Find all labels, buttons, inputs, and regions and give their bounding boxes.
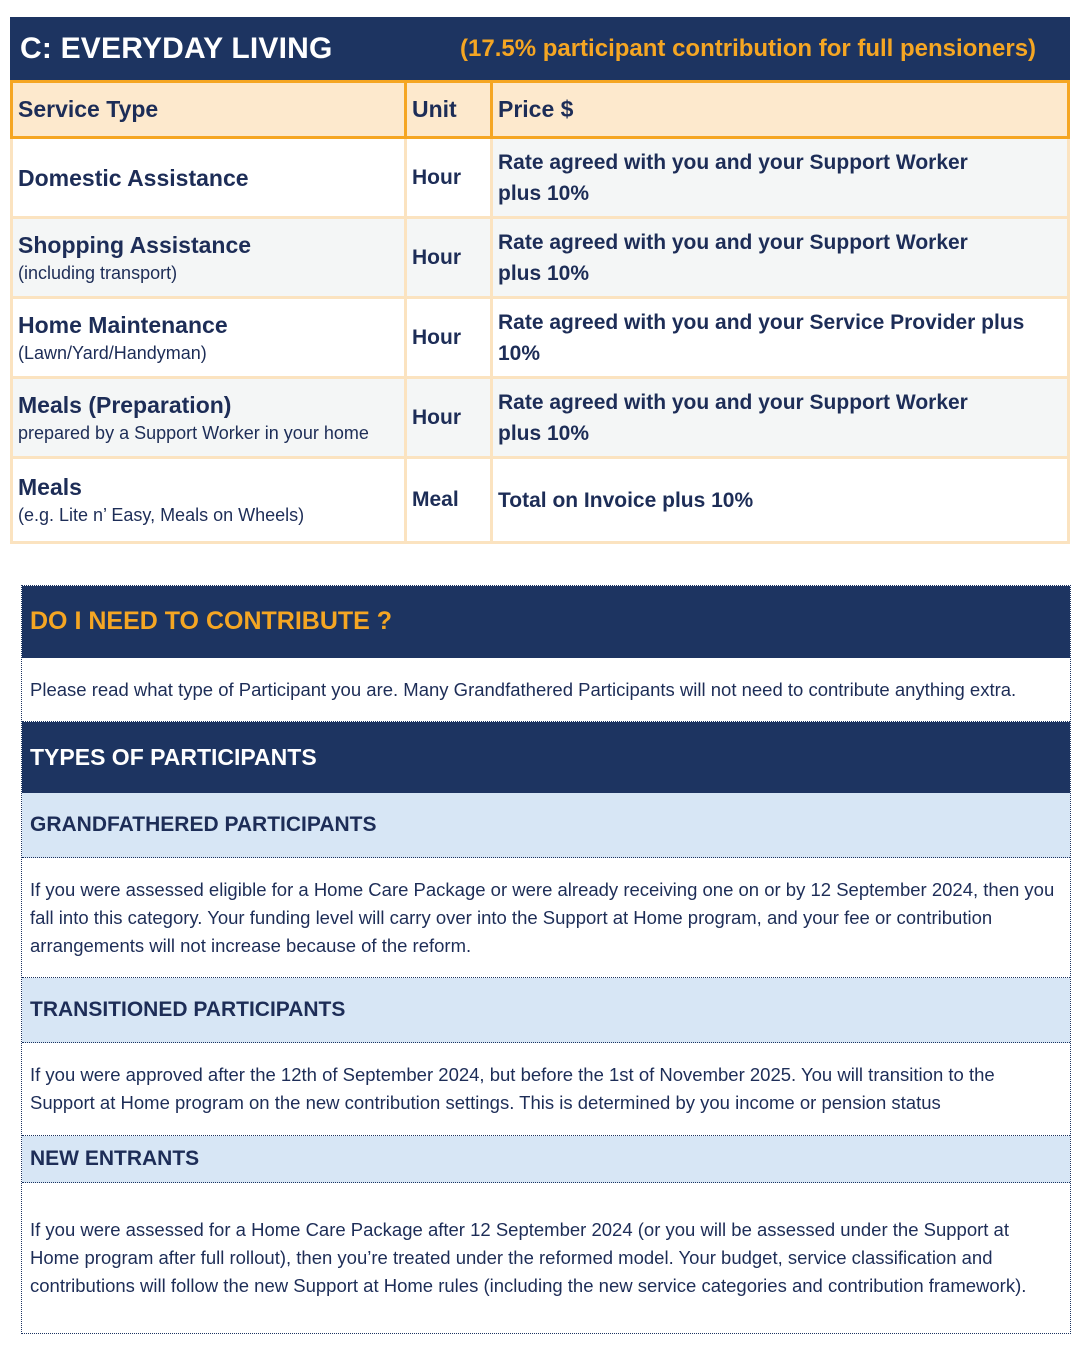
- intro-block: [22, 658, 1070, 722]
- grandfathered-heading-bar: [22, 793, 1070, 858]
- table-row: [10, 139, 1070, 219]
- table-row: [10, 299, 1070, 379]
- transitioned-heading: TRANSITIONED PARTICIPANTS: [30, 998, 346, 1021]
- new-entrants-text: If you were assessed for a Home Care Package after 12 September 2024 (or you will be assessed under the Support at Home program after full rollout), then you’re treated under the reformed model. Your budget, service classification and contributions will follow the new Support at Home rules (including the new service categories and contribution framework).: [30, 1219, 1027, 1296]
- price-value: Total on Invoice plus 10%: [498, 488, 754, 512]
- unit-cell: [407, 219, 493, 299]
- contribution-section: [21, 585, 1071, 1334]
- everyday-living-price-table: [10, 17, 1070, 544]
- unit-value: Hour: [412, 405, 461, 429]
- transitioned-text: If you were approved after the 12th of September 2024, but before the 1st of November 2025. You will transition to the Support at Home program on the new contribution settings. This is determined by you income or pension status: [30, 1064, 995, 1113]
- service-subtitle: (Lawn/Yard/Handyman): [18, 342, 207, 363]
- table-title-bar: [10, 17, 1070, 80]
- service-cell: [13, 139, 407, 219]
- table-row: [10, 379, 1070, 459]
- new-entrants-heading: NEW ENTRANTS: [30, 1147, 200, 1170]
- header-service-type: Service Type: [13, 83, 407, 136]
- price-value: Rate agreed with you and your Support Worker plus 10%: [498, 230, 968, 285]
- unit-cell: [407, 139, 493, 219]
- service-name: Shopping Assistance: [18, 231, 252, 258]
- price-cell: [493, 219, 1067, 299]
- service-cell: [13, 459, 407, 544]
- new-entrants-heading-bar: [22, 1136, 1070, 1183]
- new-entrants-block: [22, 1183, 1070, 1333]
- header-unit: Unit: [407, 83, 493, 136]
- header-price: Price $: [498, 96, 574, 122]
- price-value: Rate agreed with you and your Service Provider plus 10%: [498, 310, 1025, 365]
- unit-cell: [407, 379, 493, 459]
- grandfathered-block: [22, 858, 1070, 978]
- contribution-note: (17.5% participant contribution for full pensioners): [460, 35, 1037, 62]
- service-subtitle: (including transport): [18, 262, 178, 283]
- unit-value: Hour: [412, 165, 461, 189]
- transitioned-block: [22, 1043, 1070, 1136]
- table-title: C: EVERYDAY LIVING: [20, 31, 333, 65]
- service-subtitle: (e.g. Lite n’ Easy, Meals on Wheels): [18, 505, 305, 525]
- price-value: Rate agreed with you and your Support Worker plus 10%: [498, 390, 968, 445]
- types-heading-bar: [22, 722, 1070, 793]
- price-cell: [493, 459, 1067, 544]
- contribute-heading: DO I NEED TO CONTRIBUTE ?: [30, 607, 393, 635]
- table-header-row: [10, 80, 1070, 139]
- unit-value: Hour: [412, 245, 461, 269]
- unit-value: Hour: [412, 325, 461, 349]
- unit-cell: [407, 459, 493, 544]
- service-cell: [13, 299, 407, 379]
- types-heading: TYPES OF PARTICIPANTS: [30, 743, 317, 770]
- service-cell: [13, 379, 407, 459]
- grandfathered-heading: GRANDFATHERED PARTICIPANTS: [30, 813, 377, 836]
- price-value: Rate agreed with you and your Support Worker plus 10%: [498, 150, 968, 205]
- price-cell: [493, 299, 1067, 379]
- grandfathered-text: If you were assessed eligible for a Home Care Package or were already receiving one on or by 12 September 2024, then you fall into this category. Your funding level will carry over into the Support at Home program, and your fee or contribution arrangements will not increase because of the reform.: [30, 878, 1055, 956]
- unit-cell: [407, 299, 493, 379]
- service-subtitle: prepared by a Support Worker in your home: [18, 422, 369, 443]
- intro-text: Please read what type of Participant you are. Many Grandfathered Participants will not need to contribute anything extra.: [30, 678, 1017, 700]
- service-name: Home Maintenance: [18, 311, 228, 338]
- service-cell: [13, 219, 407, 299]
- service-name: Meals: [18, 474, 82, 500]
- table-row: [10, 459, 1070, 544]
- price-cell: [493, 379, 1067, 459]
- service-name: Meals (Preparation): [18, 391, 232, 418]
- unit-value: Meal: [412, 488, 459, 511]
- table-row: [10, 219, 1070, 299]
- transitioned-heading-bar: [22, 978, 1070, 1043]
- contribute-heading-bar: [22, 586, 1070, 658]
- service-name: Domestic Assistance: [18, 164, 249, 191]
- price-cell: [493, 139, 1067, 219]
